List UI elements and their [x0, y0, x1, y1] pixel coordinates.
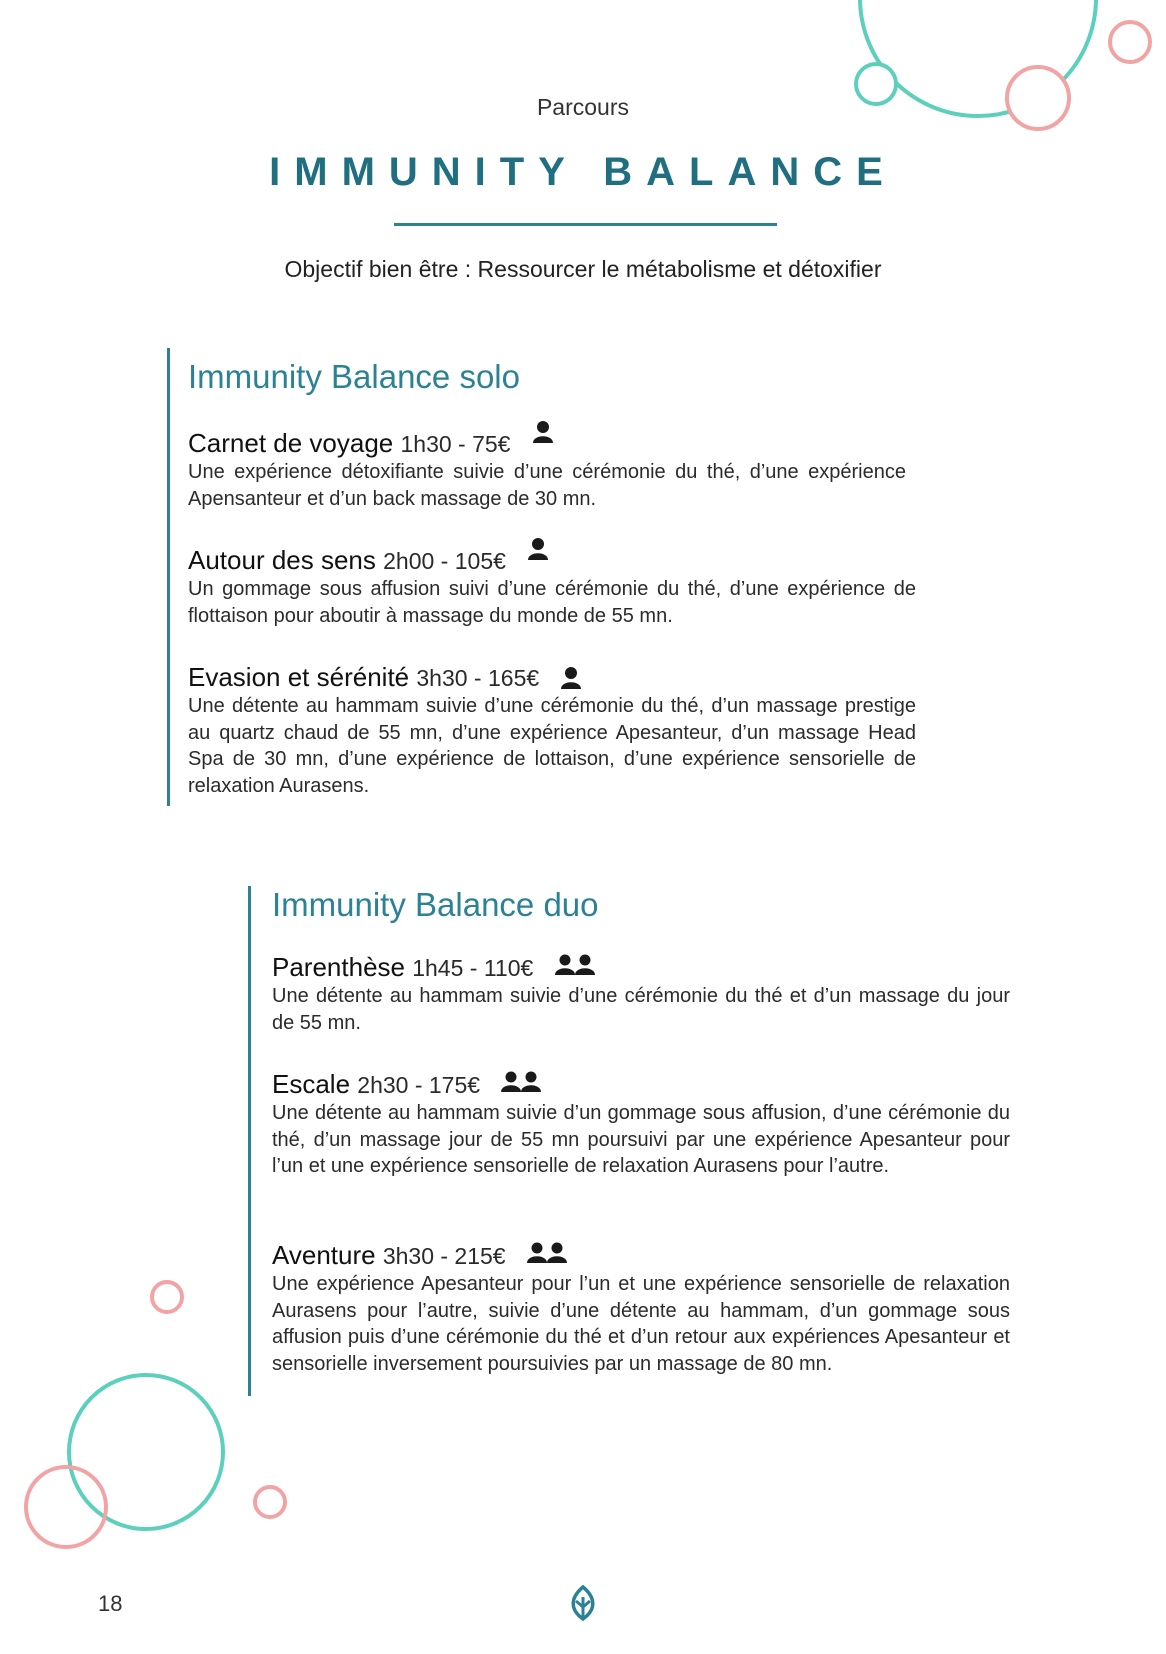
- treatment-description: Une détente au hammam suivie d’un gommage sous affusion, d’une cérémonie du thé, d’un massage jour de 55 mn poursuivi par une expérience Apesanteur pour l’un et une expérience sensorielle de relaxation Aurasens pour l’autre.: [272, 1102, 1010, 1177]
- person-icon: [532, 420, 554, 444]
- treatment-duration-price: 2h00 - 105€: [383, 548, 506, 574]
- leaf-logo-icon: [566, 1585, 600, 1621]
- treatment-description: Une détente au hammam suivie d’une cérémonie du thé et d’un massage du jour de 55 mn.: [272, 985, 1010, 1034]
- treatment-item: [188, 544, 916, 629]
- section-solo-bar: [167, 348, 170, 806]
- person-icon: [527, 537, 549, 561]
- treatment-name: Carnet de voyage: [188, 428, 394, 458]
- treatment-name: Aventure: [272, 1240, 376, 1270]
- treatment-item: [188, 661, 916, 799]
- treatment-name: Evasion et sérénité: [188, 662, 410, 692]
- section-duo: [248, 886, 1018, 1396]
- two-persons-icon: [501, 1071, 541, 1093]
- title-underline: [394, 223, 777, 226]
- section-heading: Immunity Balance duo: [272, 886, 599, 923]
- treatment-name: Autour des sens: [188, 545, 376, 575]
- treatment-description: Une expérience détoxifiante suivie d’une cérémonie du thé, d’une expérience Apensanteur et d’un back massage de 30 mn.: [188, 461, 906, 510]
- section-solo: [167, 348, 917, 806]
- treatment-description: Une expérience Apesanteur pour l’un et une expérience sensorielle de relaxation Aurasens pour l’autre, suivie d’une détente au hammam, d’un gommage sous affusion puis d’une cérémonie du thé et d’un retour aux expériences Apesanteur et sensorielle inversement poursuivies par un massage de 80 mn.: [272, 1273, 1010, 1375]
- treatment-duration-price: 2h30 - 175€: [357, 1072, 481, 1098]
- page-number: 18: [98, 1591, 123, 1616]
- section-heading: Immunity Balance solo: [188, 358, 520, 395]
- two-persons-icon: [555, 954, 595, 976]
- treatment-duration-price: 3h30 - 165€: [416, 665, 540, 691]
- treatment-name: Escale: [272, 1069, 351, 1099]
- treatment-item: [188, 427, 906, 512]
- treatment-duration-price: 3h30 - 215€: [382, 1243, 506, 1269]
- treatment-item: [272, 1068, 1010, 1180]
- treatment-description: Un gommage sous affusion suivi d’une cérémonie du thé, d’une expérience de flottaison pour aboutir à massage du monde de 55 mn.: [188, 578, 916, 627]
- two-persons-icon: [527, 1242, 567, 1264]
- page-kicker: Parcours: [536, 94, 630, 120]
- treatment-duration-price: 1h45 - 110€: [412, 955, 534, 981]
- page-objective: Objectif bien être : Ressourcer le métabolisme et détoxifier: [284, 256, 882, 282]
- treatment-description: Une détente au hammam suivie d’une cérémonie du thé, d’un massage prestige au quartz chaud de 55 mn, d’une expérience Apesanteur, d’un massage Head Spa de 30 mn, d’une expérience de lottaison, d’une expérience sensorielle de relaxation Aurasens.: [188, 695, 916, 797]
- circle-bottom-left-pink-small: [152, 1282, 182, 1312]
- treatment-item: [272, 1239, 1010, 1377]
- circle-bottom-left-teal: [69, 1375, 223, 1529]
- page-title: IMMUNITY BALANCE: [269, 150, 897, 194]
- circle-top-right-pink-small: [1110, 22, 1150, 62]
- section-duo-bar: [248, 886, 251, 1396]
- treatment-name: Parenthèse: [272, 952, 405, 982]
- person-icon: [560, 666, 582, 690]
- treatment-item: [272, 951, 1010, 1036]
- treatment-duration-price: 1h30 - 75€: [400, 431, 511, 457]
- circle-bottom-pink-tiny: [255, 1487, 285, 1517]
